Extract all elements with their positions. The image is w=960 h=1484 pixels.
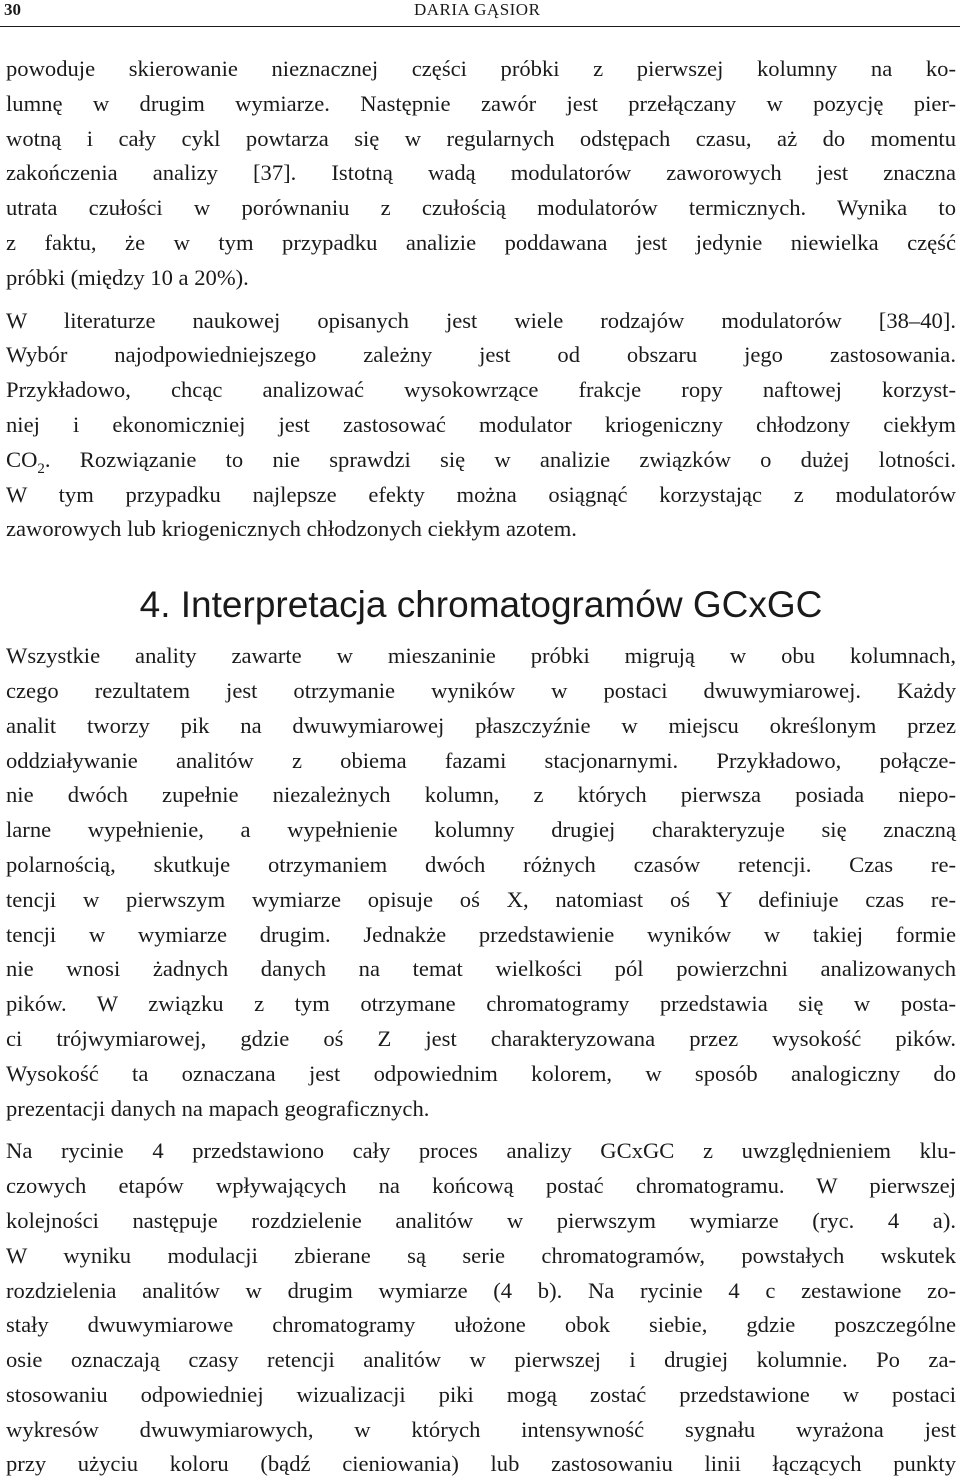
co2-subscript: 2 bbox=[37, 460, 45, 477]
text-line: polarnością, skutkuje otrzymaniem dwóch różnych czasów retencji. Czas re- bbox=[6, 851, 956, 877]
co2-text: CO bbox=[6, 446, 38, 472]
text-line: utrata czułości w porównaniu z czułością modulatorów termicznych. Wynika to bbox=[6, 195, 956, 221]
text-line: Wybór najodpowiedniejszego zależny jest od obszaru jego zastosowania. bbox=[6, 342, 956, 368]
text-line: Na rycinie 4 przedstawiono cały proces analizy GCxGC z uwzględnieniem klu- bbox=[6, 1138, 956, 1164]
text-line: W tym przypadku najlepsze efekty można osiągnąć korzystając z modulatorów bbox=[6, 481, 956, 507]
text-line-co2 bbox=[6, 443, 956, 478]
text-line: osie oznaczają czasy retencji analitów w pierwszej i drugiej kolumnie. Po za- bbox=[6, 1347, 956, 1373]
text-line: zakończenia analizy [37]. Istotną wadą modulatorów zaworowych jest znaczna bbox=[6, 160, 956, 186]
text-line: rozdzielenia analitów w drugim wymiarze (4 b). Na rycinie 4 c zestawione zo- bbox=[6, 1277, 956, 1303]
text-line: analit tworzy pik na dwuwymiarowej płaszczyźnie w miejscu określonym przez bbox=[6, 712, 956, 738]
text-line: kolejności następuje rozdzielenie analitów w pierwszym wymiarze (ryc. 4 a). bbox=[6, 1207, 956, 1233]
text-line: oddziaływanie analitów z obiema fazami stacjonarnymi. Przykładowo, połącze- bbox=[6, 747, 956, 773]
text-line: W literaturze naukowej opisanych jest wiele rodzajów modulatorów [38–40]. bbox=[6, 307, 956, 333]
paragraph-1 bbox=[6, 52, 956, 296]
text-line: stały dwuwymiarowe chromatogramy ułożone obok siebie, gdzie poszczególne bbox=[6, 1312, 956, 1338]
text-line: pików. W związku z tym otrzymane chromatogramy przedstawia się w posta- bbox=[6, 991, 956, 1017]
text-line: larne wypełnienie, a wypełnienie kolumny drugiej charakteryzuje się znaczną bbox=[6, 817, 956, 843]
paragraph-3 bbox=[6, 639, 956, 1126]
text-line: próbki (między 10 a 20%). bbox=[6, 264, 249, 290]
paragraph-4 bbox=[6, 1134, 956, 1482]
text-line: wotną i cały cykl powtarza się w regularnych odstępach czasu, aż do momentu bbox=[6, 125, 956, 151]
text-line: nie dwóch zupełnie niezależnych kolumn, z których pierwsza posiada niepo- bbox=[6, 782, 956, 808]
text-line: niej i ekonomiczniej jest zastosować modulator kriogeniczny chłodzony ciekłym bbox=[6, 411, 956, 437]
text-line: ci trójwymiarowej, gdzie oś Z jest charakteryzowana przez wysokość pików. bbox=[6, 1025, 956, 1051]
text-line: lumnę w drugim wymiarze. Następnie zawór jest przełączany w pozycję pier- bbox=[6, 90, 956, 116]
page-number: 30 bbox=[4, 0, 21, 19]
text-line: Wysokość ta oznaczana jest odpowiednim kolorem, w sposób analogiczny do bbox=[6, 1060, 956, 1086]
page-body bbox=[6, 52, 956, 1482]
text-line: nie wnosi żadnych danych na temat wielkości pól powierzchni analizowanych bbox=[6, 956, 956, 982]
text-line: zaworowych lub kriogenicznych chłodzonych ciekłym azotem. bbox=[6, 516, 577, 542]
text-line: tencji w pierwszym wymiarze opisuje oś X, natomiast oś Y definiuje czas re- bbox=[6, 886, 956, 912]
text-line-rest: . Rozwiązanie to nie sprawdzi się w analizie związków o dużej lotności. bbox=[44, 446, 956, 472]
text-line: W wyniku modulacji zbierane są serie chromatogramów, powstałych wskutek bbox=[6, 1242, 956, 1268]
text-line: wykresów dwuwymiarowych, w których intensywność sygnału wyrażona jest bbox=[6, 1416, 956, 1442]
text-line: czego rezultatem jest otrzymanie wyników w postaci dwuwymiarowej. Każdy bbox=[6, 677, 956, 703]
text-line: powoduje skierowanie nieznacznej części próbki z pierwszej kolumny na ko- bbox=[6, 56, 956, 81]
paragraph-2 bbox=[6, 304, 956, 548]
text-line: przy użyciu koloru (bądź cieniowania) lub zastosowaniu linii łączących punkty bbox=[6, 1451, 956, 1477]
page-header bbox=[0, 0, 960, 27]
text-line: stosowaniu odpowiedniej wizualizacji piki mogą zostać przedstawione w postaci bbox=[6, 1381, 956, 1407]
text-line: prezentacji danych na mapach geograficznych. bbox=[6, 1095, 430, 1121]
text-line: Wszystkie anality zawarte w mieszaninie próbki migrują w obu kolumnach, bbox=[6, 643, 956, 669]
text-line: tencji w wymiarze drugim. Jednakże przedstawienie wyników w takiej formie bbox=[6, 921, 956, 947]
text-line: z faktu, że w tym przypadku analizie poddawana jest jedynie niewielka część bbox=[6, 229, 956, 255]
text-line: Przykładowo, chcąc analizować wysokowrzące frakcje ropy naftowej korzyst- bbox=[6, 377, 956, 403]
section-heading: 4. Interpretacja chromatogramów GCxGC bbox=[139, 584, 823, 626]
text-line: czowych etapów wpływających na końcową postać chromatogramu. W pierwszej bbox=[6, 1173, 956, 1199]
running-head: DARIA GĄSIOR bbox=[414, 0, 541, 19]
